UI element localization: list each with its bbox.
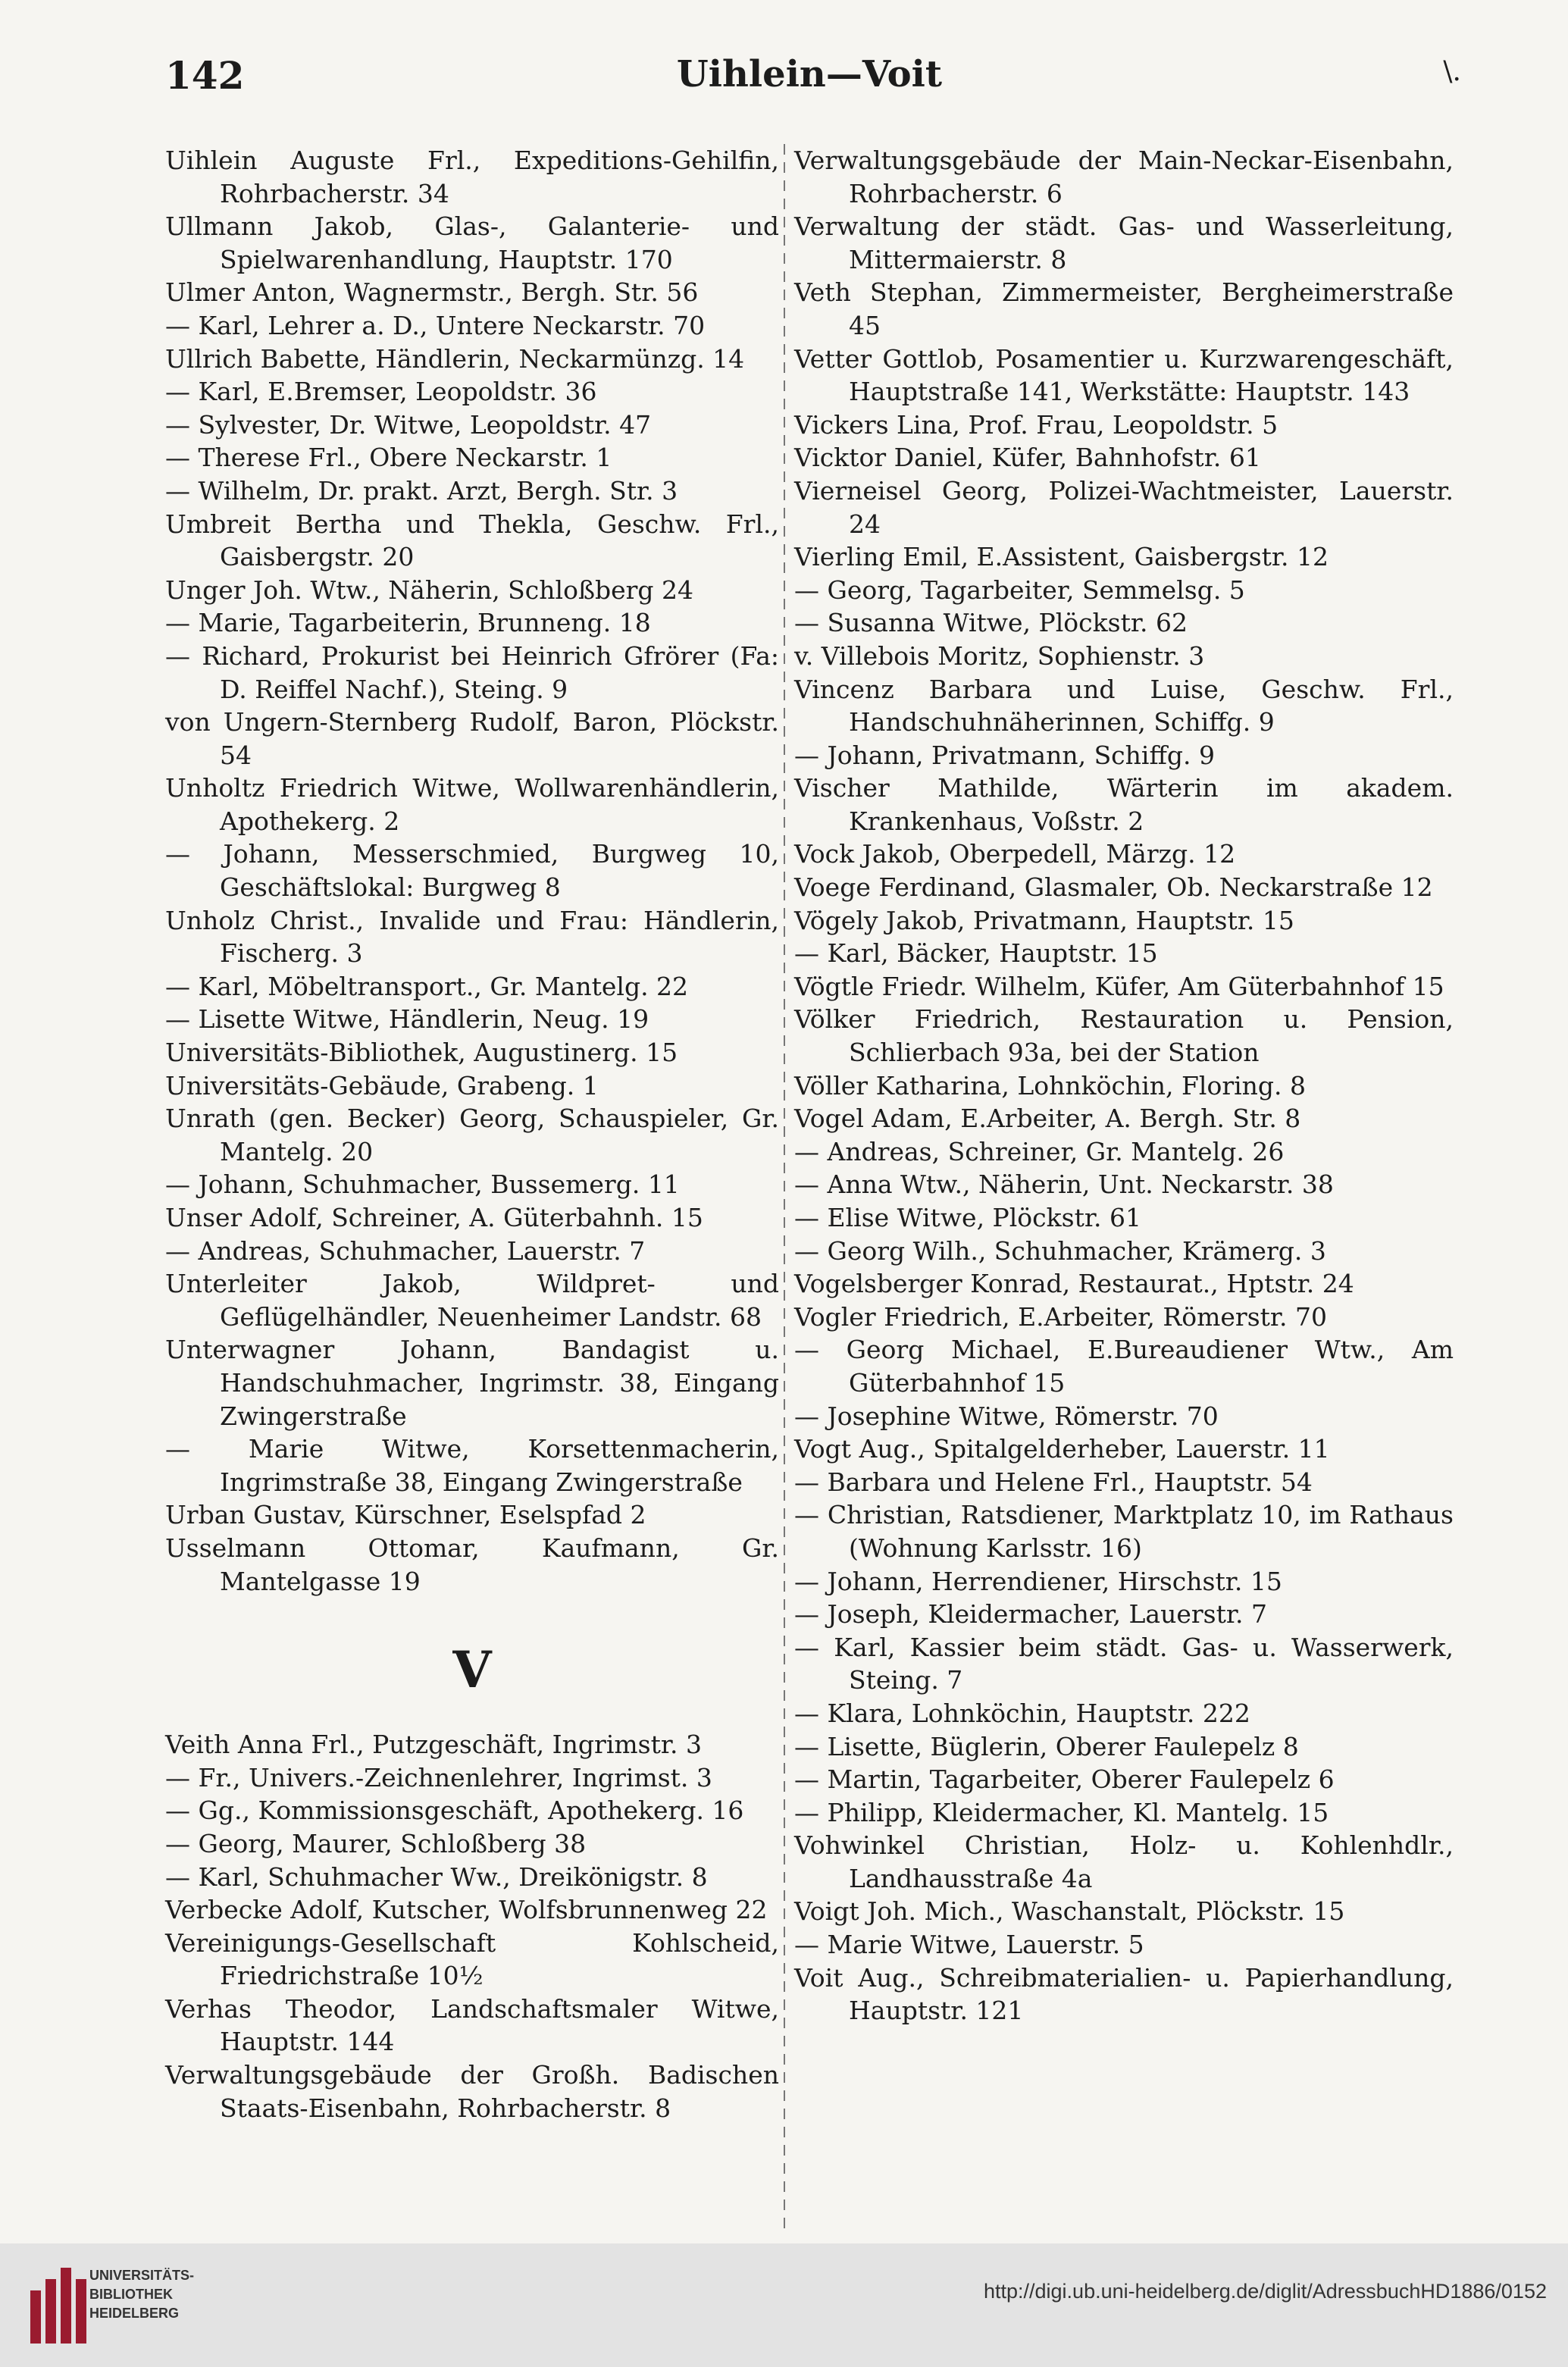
directory-entry: — Marie, Tagarbeiterin, Brunneng. 18 xyxy=(165,608,651,638)
directory-entry: — Barbara und Helene Frl., Hauptstr. 54 xyxy=(794,1467,1313,1497)
directory-entry: Unholz Christ., Invalide und Frau: Händlerin, Fischerg. 3 xyxy=(165,905,779,969)
directory-entry: Völker Friedrich, Restauration u. Pension, Schlierbach 93a, bei der Station xyxy=(794,1004,1454,1068)
directory-entry: von Ungern-Sternberg Rudolf, Baron, Plöckstr. 54 xyxy=(165,707,779,770)
directory-entry: — Lisette, Büglerin, Oberer Faulepelz 8 xyxy=(794,1731,1299,1761)
directory-entry: — Philipp, Kleidermacher, Kl. Mantelg. 15 xyxy=(794,1797,1329,1827)
directory-entry: Ullmann Jakob, Glas-, Galanterie- und Spielwarenhandlung, Hauptstr. 170 xyxy=(165,211,779,274)
directory-entry: — Karl, Möbeltransport., Gr. Mantelg. 22 xyxy=(165,971,689,1001)
directory-entry: Voit Aug., Schreibmaterialien- u. Papierhandlung, Hauptstr. 121 xyxy=(794,1962,1454,2026)
directory-entry: Uihlein Auguste Frl., Expeditions-Gehilfin, Rohrbacherstr. 34 xyxy=(165,146,779,208)
directory-entry: — Johann, Privatmann, Schiffg. 9 xyxy=(794,740,1216,770)
directory-entry: — Karl, Lehrer a. D., Untere Neckarstr. 70 xyxy=(165,310,706,340)
directory-entry: Verwaltung der städt. Gas- und Wasserleitung, Mittermaierstr. 8 xyxy=(794,211,1454,274)
directory-entry: — Wilhelm, Dr. prakt. Arzt, Bergh. Str. 3 xyxy=(165,475,678,506)
directory-entry: Verhas Theodor, Landschaftsmaler Witwe, Hauptstr. 144 xyxy=(165,1993,779,2057)
directory-entry: Völler Katharina, Lohnköchin, Floring. 8 xyxy=(794,1070,1307,1101)
directory-entry: Ullrich Babette, Händlerin, Neckarmünzg. 14 xyxy=(165,343,745,374)
directory-entry: — Klara, Lohnköchin, Hauptstr. 222 xyxy=(794,1698,1250,1728)
directory-entry: Vögely Jakob, Privatmann, Hauptstr. 15 xyxy=(794,905,1294,935)
directory-entry: — Karl, E.Bremser, Leopoldstr. 36 xyxy=(165,377,597,407)
directory-entry: — Georg Wilh., Schuhmacher, Krämerg. 3 xyxy=(794,1235,1326,1266)
directory-entry: — Joseph, Kleidermacher, Lauerstr. 7 xyxy=(794,1599,1267,1630)
directory-entry: Unrath (gen. Becker) Georg, Schauspieler, Gr. Mantelg. 20 xyxy=(165,1104,779,1166)
directory-entry: Vickers Lina, Prof. Frau, Leopoldstr. 5 xyxy=(794,409,1278,440)
directory-entry: — Georg, Tagarbeiter, Semmelsg. 5 xyxy=(794,575,1245,605)
directory-entry: Ulmer Anton, Wagnermstr., Bergh. Str. 56 xyxy=(165,277,699,308)
directory-entry: Verwaltungsgebäude der Großh. Badischen Staats-Eisenbahn, Rohrbacherstr. 8 xyxy=(165,2060,779,2123)
header-mark: \. xyxy=(1443,56,1461,87)
directory-entry: — Sylvester, Dr. Witwe, Leopoldstr. 47 xyxy=(165,409,652,440)
directory-entry: Unger Joh. Wtw., Näherin, Schloßberg 24 xyxy=(165,575,694,605)
directory-entry: Universitäts-Gebäude, Grabeng. 1 xyxy=(165,1070,599,1101)
directory-entry: — Andreas, Schuhmacher, Lauerstr. 7 xyxy=(165,1235,646,1266)
directory-entry: Veith Anna Frl., Putzgeschäft, Ingrimstr. 3 xyxy=(165,1730,703,1760)
directory-entry: v. Villebois Moritz, Sophienstr. 3 xyxy=(794,640,1205,671)
directory-entry: — Johann, Herrendiener, Hirschstr. 15 xyxy=(794,1566,1282,1596)
directory-entry: Vierling Emil, E.Assistent, Gaisbergstr. 12 xyxy=(794,542,1329,572)
directory-entry: Unterwagner Johann, Bandagist u. Handschuhmacher, Ingrimstr. 38, Eingang Zwingerstraße xyxy=(165,1335,779,1431)
directory-entry: — Anna Wtw., Näherin, Unt. Neckarstr. 38 xyxy=(794,1169,1334,1200)
directory-entry: — Martin, Tagarbeiter, Oberer Faulepelz 6 xyxy=(794,1764,1335,1795)
directory-entry: Usselmann Ottomar, Kaufmann, Gr. Mantelgasse 19 xyxy=(165,1533,779,1596)
directory-entry: — Georg Michael, E.Bureaudiener Wtw., Am Güterbahnhof 15 xyxy=(794,1335,1454,1398)
directory-entry: Vereinigungs-Gesellschaft Kohlscheid, Friedrichstraße 10½ xyxy=(165,1927,779,1991)
directory-entry: Unser Adolf, Schreiner, A. Güterbahnh. 15 xyxy=(165,1203,703,1232)
directory-entry: — Therese Frl., Obere Neckarstr. 1 xyxy=(165,443,612,473)
directory-entry: Voigt Joh. Mich., Waschanstalt, Plöckstr. 15 xyxy=(794,1896,1345,1927)
directory-entry: Vögtle Friedr. Wilhelm, Küfer, Am Güterbahnhof 15 xyxy=(794,971,1444,1001)
directory-entry: — Marie Witwe, Korsettenmacherin, Ingrimstraße 38, Eingang Zwingerstraße xyxy=(165,1434,779,1497)
directory-entry: Vohwinkel Christian, Holz- u. Kohlenhdlr., Landhausstraße 4a xyxy=(794,1830,1454,1893)
directory-entry: — Marie Witwe, Lauerstr. 5 xyxy=(794,1930,1144,1960)
directory-entry: — Susanna Witwe, Plöckstr. 62 xyxy=(794,608,1188,638)
directory-entry: — Karl, Kassier beim städt. Gas- u. Wasserwerk, Steing. 7 xyxy=(794,1632,1454,1695)
directory-entry: Universitäts-Bibliothek, Augustinerg. 15 xyxy=(165,1038,678,1068)
directory-entry: Urban Gustav, Kürschner, Eselspfad 2 xyxy=(165,1500,646,1530)
directory-entry: — Karl, Bäcker, Hauptstr. 15 xyxy=(794,938,1158,969)
page-number: 142 xyxy=(165,53,245,98)
directory-entry: Vicktor Daniel, Küfer, Bahnhofstr. 61 xyxy=(794,443,1261,473)
directory-entry: Vogelsberger Konrad, Restaurat., Hptstr. 24 xyxy=(794,1269,1354,1299)
directory-entry: Vincenz Barbara und Luise, Geschw. Frl., Handschuhnäherinnen, Schiffg. 9 xyxy=(794,674,1454,737)
directory-entry: — Richard, Prokurist bei Heinrich Gfrörer (Fa: D. Reiffel Nachf.), Steing. 9 xyxy=(165,640,779,704)
directory-entry: Vetter Gottlob, Posamentier u. Kurzwarengeschäft, Hauptstraße 141, Werkstätte: Hauptstr. 143 xyxy=(794,343,1454,407)
viewer-footer xyxy=(0,2243,1568,2367)
page-header xyxy=(165,53,1461,114)
directory-entry: — Josephine Witwe, Römerstr. 70 xyxy=(794,1401,1219,1431)
directory-entry: — Johann, Schuhmacher, Bussemerg. 11 xyxy=(165,1169,680,1200)
directory-entry: — Andreas, Schreiner, Gr. Mantelg. 26 xyxy=(794,1136,1285,1166)
directory-entry: — Karl, Schuhmacher Ww., Dreikönigstr. 8 xyxy=(165,1861,708,1892)
directory-entry: — Lisette Witwe, Händlerin, Neug. 19 xyxy=(165,1004,649,1035)
directory-entry: Vogler Friedrich, E.Arbeiter, Römerstr. 70 xyxy=(794,1301,1328,1332)
directory-entry: Vogt Aug., Spitalgelderheber, Lauerstr. 11 xyxy=(794,1434,1330,1464)
directory-entry: — Georg, Maurer, Schloßberg 38 xyxy=(165,1828,587,1858)
directory-entry: Voege Ferdinand, Glasmaler, Ob. Neckarstraße 12 xyxy=(794,872,1433,903)
directory-entry: Unterleiter Jakob, Wildpret- und Geflügelhändler, Neuenheimer Landstr. 68 xyxy=(165,1269,779,1332)
directory-entry: Vischer Mathilde, Wärterin im akadem. Krankenhaus, Voßstr. 2 xyxy=(794,773,1454,836)
directory-entry: — Christian, Ratsdiener, Marktplatz 10, im Rathaus (Wohnung Karlsstr. 16) xyxy=(794,1500,1454,1563)
library-name: UNIVERSITÄTS- BIBLIOTHEK HEIDELBERG xyxy=(89,2268,195,2321)
directory-entry: Vierneisel Georg, Polizei-Wachtmeister, Lauerstr. 24 xyxy=(794,475,1454,539)
directory-entry: — Fr., Univers.-Zeichnenlehrer, Ingrimst. 3 xyxy=(165,1762,712,1792)
column-divider xyxy=(784,144,785,2228)
section-letter: V xyxy=(452,1640,492,1700)
directory-entry: — Elise Witwe, Plöckstr. 61 xyxy=(794,1203,1141,1232)
right-column xyxy=(794,144,1454,2027)
directory-entry: — Gg., Kommissionsgeschäft, Apothekerg. 16 xyxy=(165,1796,744,1826)
directory-entry: Verwaltungsgebäude der Main-Neckar-Eisenbahn, Rohrbacherstr. 6 xyxy=(794,146,1454,208)
running-title: Uihlein—Voit xyxy=(676,53,943,95)
permalink[interactable]: http://digi.ub.uni-heidelberg.de/diglit/AdressbuchHD1886/0152 xyxy=(983,2280,1547,2303)
directory-entry: Verbecke Adolf, Kutscher, Wolfsbrunnenweg 22 xyxy=(165,1895,768,1925)
directory-entry: Vogel Adam, E.Arbeiter, A. Bergh. Str. 8 xyxy=(794,1104,1301,1134)
left-column xyxy=(165,144,779,2124)
directory-entry: Veth Stephan, Zimmermeister, Bergheimerstraße 45 xyxy=(794,277,1454,340)
directory-entry: Unholtz Friedrich Witwe, Wollwarenhändlerin, Apothekerg. 2 xyxy=(165,773,779,836)
directory-entry: Vock Jakob, Oberpedell, Märzg. 12 xyxy=(794,839,1236,869)
directory-entry: Umbreit Bertha und Thekla, Geschw. Frl., Gaisbergstr. 20 xyxy=(165,509,779,572)
directory-entry: — Johann, Messerschmied, Burgweg 10, Geschäftslokal: Burgweg 8 xyxy=(165,839,779,903)
